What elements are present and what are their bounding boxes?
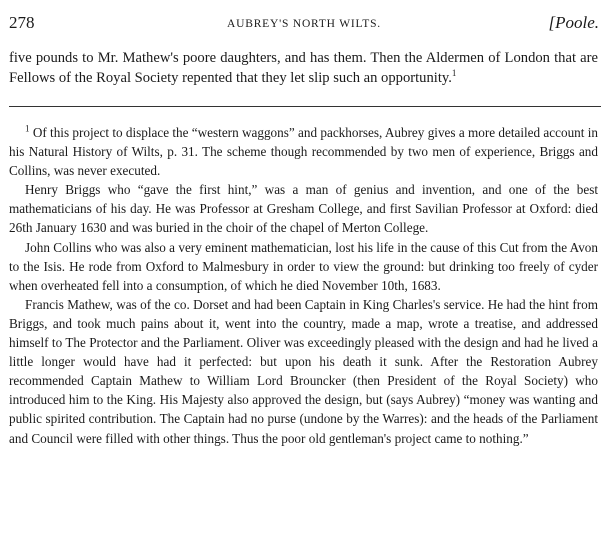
- footnote-paragraph: [9, 123, 598, 180]
- footnote-marker: 1: [25, 123, 30, 134]
- page-header: [9, 13, 599, 35]
- footnote-paragraph: John Collins who was also a very eminent mathematician, lost his life in the cause of this Cut from the Avon to the Isis. He rode from Oxford to Malmesbury in order to view the ground: but drinking too freely of cyder when overheated fell into a consumption, of which he died November 10th, 1683.: [9, 239, 598, 293]
- main-paragraph-text: five pounds to Mr. Mathew's poore daughters, and has them. Then the Aldermen of London that are Fellows of the Royal Society repented that they let slip such an opportunity.: [9, 50, 598, 86]
- main-text: [9, 48, 598, 88]
- page-number: 278: [9, 13, 35, 32]
- footnote-divider: [9, 106, 601, 107]
- footnote-reference: 1: [451, 68, 457, 79]
- running-title: AUBREY'S NORTH WILTS.: [227, 18, 381, 30]
- footnote-paragraph: Francis Mathew, was of the co. Dorset and had been Captain in King Charles's service. He had the hint from Briggs, and took much pains about it, went into the country, made a map, wrote a treatise, and addressed himself to The Protector and the Parliament. Oliver was exceedingly pleased with the design and had he lived a little longer would have had it perfected: but upon his death it sunk. After the Restoration Aubrey recommended Captain Mathew to William Lord Brouncker (then President of the Royal Society) who introduced him to the King. His Majesty also approved the design, but (says Aubrey) “money was wanting and public spirited contribution. The Captain had no purse (undone by the Warres): and the heads of the Parliament and Council were filled with other things. Thus the poor old gentleman's project came to nothing.”: [9, 296, 598, 446]
- footnote-paragraph: Henry Briggs who “gave the first hint,” was a man of genius and invention, and one of the best mathematicians of his day. He was Professor at Gresham College, and first Savilian Professor at Oxford: died 26th January 1630 and was buried in the choir of the chapel of Merton College.: [9, 182, 598, 236]
- footnotes: [9, 123, 598, 448]
- main-paragraph: [9, 48, 598, 88]
- footnote-text: Of this project to displace the “western waggons” and packhorses, Aubrey gives a more detailed account in his Natural History of Wilts, p. 31. The scheme though recommended by two men of experience, Briggs and Collins, was never executed.: [9, 125, 599, 179]
- section-tag: [Poole.: [548, 13, 599, 32]
